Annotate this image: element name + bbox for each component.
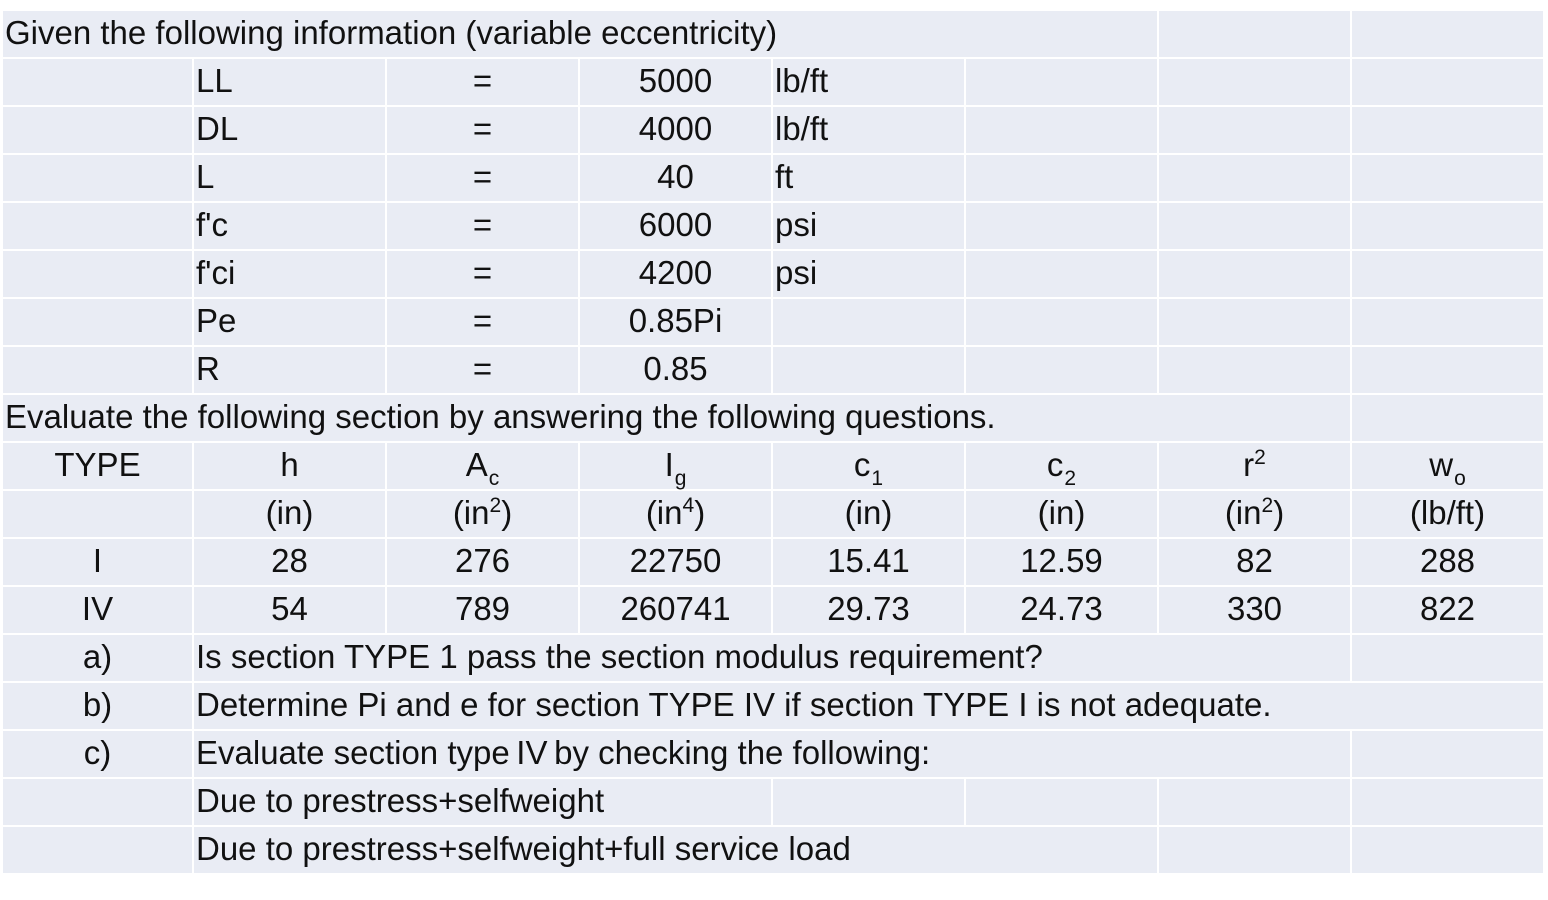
grid-cell bbox=[966, 251, 1157, 297]
grid-cell bbox=[3, 779, 192, 825]
unit-ig-end: ) bbox=[694, 494, 706, 531]
unit-c2: (in) bbox=[966, 491, 1157, 537]
given-label: L bbox=[194, 155, 385, 201]
given-value: 0.85Pi bbox=[580, 299, 771, 345]
grid-cell bbox=[3, 251, 192, 297]
grid-cell bbox=[1352, 155, 1543, 201]
check-item: Due to prestress+selfweight+full service load bbox=[194, 827, 1157, 873]
grid-cell bbox=[966, 299, 1157, 345]
given-label: f'ci bbox=[194, 251, 385, 297]
section-wo-value: 822 bbox=[1352, 587, 1543, 633]
grid-cell bbox=[1352, 251, 1543, 297]
section-r2-value: 82 bbox=[1159, 539, 1350, 585]
grid-cell bbox=[966, 347, 1157, 393]
grid-cell bbox=[1352, 395, 1543, 441]
given-unit: lb/ft bbox=[773, 59, 964, 105]
given-value: 4000 bbox=[580, 107, 771, 153]
unit-ig-sup: 4 bbox=[682, 494, 695, 517]
section-ac-value: 789 bbox=[387, 587, 578, 633]
grid-cell bbox=[1352, 59, 1543, 105]
header-ig-symbol: I bbox=[664, 446, 674, 483]
grid-cell bbox=[1159, 59, 1350, 105]
header-r2-symbol: r bbox=[1243, 446, 1255, 483]
unit-r2 bbox=[1159, 491, 1350, 537]
unit-c1: (in) bbox=[773, 491, 964, 537]
header-c1-symbol: c bbox=[853, 446, 871, 483]
given-equals: = bbox=[387, 347, 578, 393]
unit-r2-sup: 2 bbox=[1261, 494, 1274, 517]
unit-ac-sup: 2 bbox=[489, 494, 502, 517]
given-equals: = bbox=[387, 203, 578, 249]
section-ig-value: 260741 bbox=[580, 587, 771, 633]
given-label: f'c bbox=[194, 203, 385, 249]
unit-ac-text: (in bbox=[452, 494, 490, 531]
question-text: Determine Pi and e for section TYPE IV if section TYPE I is not adequate. bbox=[194, 683, 1543, 729]
grid-cell bbox=[3, 155, 192, 201]
header-r2 bbox=[1159, 443, 1350, 489]
grid-cell bbox=[966, 155, 1157, 201]
grid-cell bbox=[1352, 731, 1543, 777]
unit-wo: (lb/ft) bbox=[1352, 491, 1543, 537]
grid-cell bbox=[1352, 299, 1543, 345]
header-ig bbox=[580, 443, 771, 489]
given-unit: psi bbox=[773, 203, 964, 249]
header-wo-symbol: w bbox=[1429, 446, 1454, 483]
grid-cell bbox=[1159, 347, 1350, 393]
question-text: Evaluate section type IV by checking the following: bbox=[194, 731, 1350, 777]
header-c2-subscript: 2 bbox=[1064, 467, 1077, 490]
grid-cell bbox=[3, 491, 192, 537]
section-c2-value: 12.59 bbox=[966, 539, 1157, 585]
given-label: LL bbox=[194, 59, 385, 105]
grid-cell bbox=[1352, 203, 1543, 249]
header-ac-symbol: A bbox=[465, 446, 488, 483]
section-h-value: 28 bbox=[194, 539, 385, 585]
header-c2-symbol: c bbox=[1046, 446, 1064, 483]
question-label: a) bbox=[3, 635, 192, 681]
header-type: TYPE bbox=[3, 443, 192, 489]
header-ig-subscript: g bbox=[674, 467, 687, 490]
grid-cell bbox=[966, 107, 1157, 153]
given-label: R bbox=[194, 347, 385, 393]
section-c2-value: 24.73 bbox=[966, 587, 1157, 633]
given-unit: ft bbox=[773, 155, 964, 201]
given-label: DL bbox=[194, 107, 385, 153]
given-unit bbox=[773, 299, 964, 345]
question-label: b) bbox=[3, 683, 192, 729]
grid-cell bbox=[1352, 347, 1543, 393]
given-equals: = bbox=[387, 299, 578, 345]
given-equals: = bbox=[387, 59, 578, 105]
given-value: 4200 bbox=[580, 251, 771, 297]
header-wo-subscript: o bbox=[1454, 467, 1466, 490]
section-wo-value: 288 bbox=[1352, 539, 1543, 585]
grid-cell bbox=[1352, 779, 1543, 825]
grid-cell bbox=[3, 347, 192, 393]
given-label: Pe bbox=[194, 299, 385, 345]
unit-r2-end: ) bbox=[1273, 494, 1285, 531]
grid-cell bbox=[966, 59, 1157, 105]
question-label: c) bbox=[3, 731, 192, 777]
grid-cell bbox=[3, 203, 192, 249]
unit-ac bbox=[387, 491, 578, 537]
grid-cell bbox=[1352, 107, 1543, 153]
section-c1-value: 29.73 bbox=[773, 587, 964, 633]
section-ig-value: 22750 bbox=[580, 539, 771, 585]
unit-ac-end: ) bbox=[501, 494, 513, 531]
given-unit: lb/ft bbox=[773, 107, 964, 153]
grid-cell bbox=[1352, 635, 1543, 681]
given-equals: = bbox=[387, 251, 578, 297]
grid-cell bbox=[3, 107, 192, 153]
grid-cell bbox=[1159, 251, 1350, 297]
grid-cell bbox=[3, 299, 192, 345]
section-type-value: I bbox=[3, 539, 192, 585]
unit-r2-text: (in bbox=[1224, 494, 1262, 531]
header-h: h bbox=[194, 443, 385, 489]
grid-cell bbox=[1352, 11, 1543, 57]
evaluate-instruction: Evaluate the following section by answering the following questions. bbox=[3, 395, 1350, 441]
grid-cell bbox=[1159, 779, 1350, 825]
given-unit bbox=[773, 347, 964, 393]
grid-cell bbox=[773, 779, 964, 825]
given-value: 6000 bbox=[580, 203, 771, 249]
header-r2-superscript: 2 bbox=[1254, 446, 1266, 469]
given-value: 5000 bbox=[580, 59, 771, 105]
grid-cell bbox=[1352, 827, 1543, 873]
section-h-value: 54 bbox=[194, 587, 385, 633]
section-c1-value: 15.41 bbox=[773, 539, 964, 585]
grid-cell bbox=[1159, 827, 1350, 873]
grid-cell bbox=[3, 59, 192, 105]
section-type-value: IV bbox=[3, 587, 192, 633]
section-ac-value: 276 bbox=[387, 539, 578, 585]
spreadsheet-grid bbox=[3, 11, 1545, 875]
unit-ig bbox=[580, 491, 771, 537]
header-wo bbox=[1352, 443, 1543, 489]
grid-cell bbox=[966, 203, 1157, 249]
grid-cell bbox=[1159, 299, 1350, 345]
grid-cell bbox=[3, 827, 192, 873]
given-value: 40 bbox=[580, 155, 771, 201]
given-value: 0.85 bbox=[580, 347, 771, 393]
header-c2 bbox=[966, 443, 1157, 489]
question-text: Is section TYPE 1 pass the section modulus requirement? bbox=[194, 635, 1350, 681]
unit-h: (in) bbox=[194, 491, 385, 537]
given-equals: = bbox=[387, 155, 578, 201]
grid-cell bbox=[966, 779, 1157, 825]
grid-cell bbox=[1159, 203, 1350, 249]
header-ac-subscript: c bbox=[488, 467, 500, 490]
given-equals: = bbox=[387, 107, 578, 153]
header-ac bbox=[387, 443, 578, 489]
given-unit: psi bbox=[773, 251, 964, 297]
grid-cell bbox=[1159, 155, 1350, 201]
unit-ig-text: (in bbox=[645, 494, 683, 531]
sheet-title: Given the following information (variable eccentricity) bbox=[3, 11, 1157, 57]
check-item: Due to prestress+selfweight bbox=[194, 779, 771, 825]
header-c1-subscript: 1 bbox=[871, 467, 884, 490]
grid-cell bbox=[1159, 107, 1350, 153]
section-r2-value: 330 bbox=[1159, 587, 1350, 633]
grid-cell bbox=[1159, 11, 1350, 57]
header-c1 bbox=[773, 443, 964, 489]
